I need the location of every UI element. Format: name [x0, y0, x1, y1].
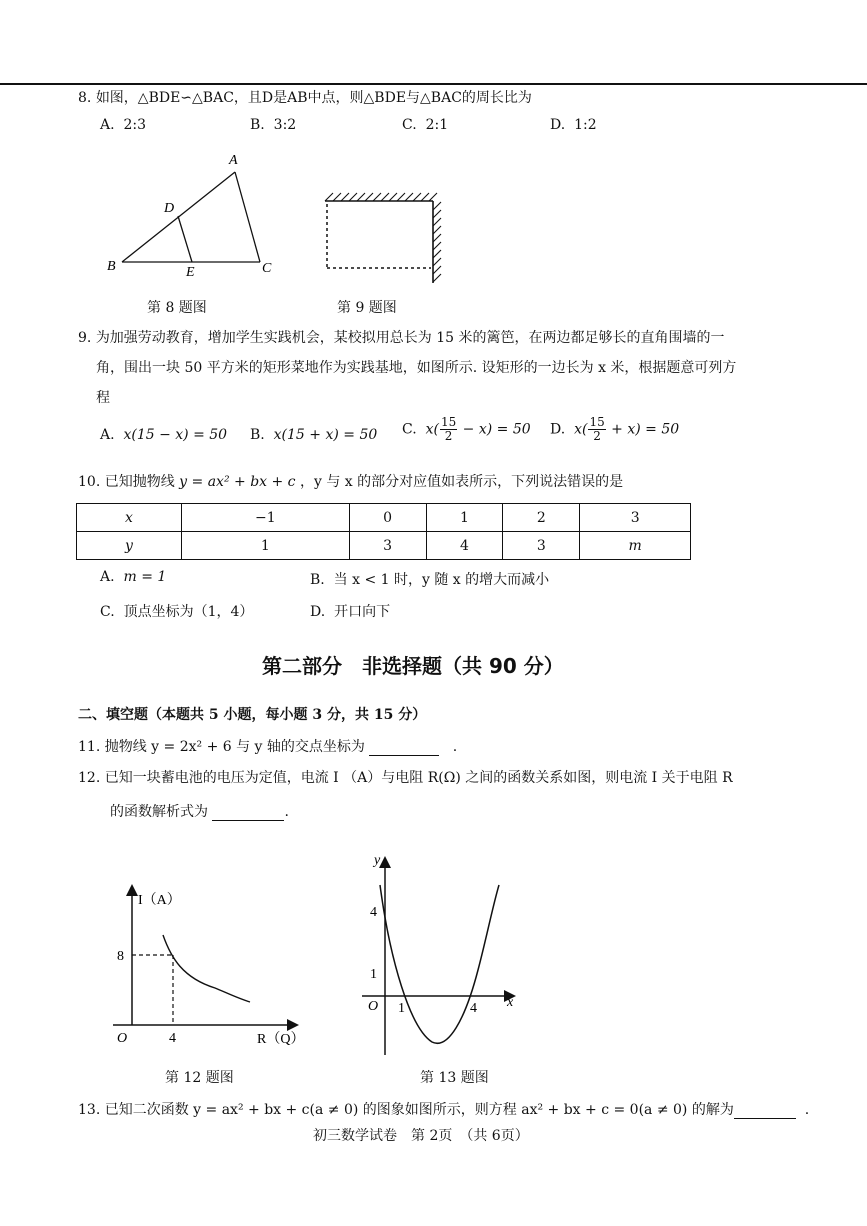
q9-option-d: D. x( $\frac{15}{2}$ + x) = 50: [550, 415, 680, 443]
q9-option-a: A. x(15 − x) = 50: [100, 427, 228, 443]
wall-hatch-top: [325, 193, 437, 201]
q8-triangle-figure: [100, 150, 290, 285]
label-b: B: [107, 259, 116, 274]
y-axis-label: y: [374, 853, 381, 868]
q8-stem: [78, 87, 532, 107]
table-cell: 3: [580, 504, 691, 532]
label-a: A: [229, 153, 238, 168]
x-axis-label: x: [507, 995, 514, 1010]
table-row-x: [77, 504, 691, 532]
q9-option-c: C. x( $\frac{15}{2}$ − x) = 50: [402, 415, 531, 443]
q13-answer-blank[interactable]: [734, 1106, 796, 1119]
y-tick-8: 8: [117, 949, 124, 964]
q8-option-d: D. 1:2: [550, 117, 597, 133]
origin-label: O: [117, 1031, 128, 1046]
q12-line2: 的函数解析式为 .: [110, 804, 289, 820]
y-tick-4: 4: [370, 905, 377, 920]
q12-caption: 第 12 题图: [165, 1070, 234, 1086]
table-cell: 3: [349, 532, 426, 560]
label-d: D: [164, 201, 175, 216]
top-rule: [0, 83, 867, 85]
wall-hatch-right: [433, 202, 441, 282]
q8-caption: 第 8 题图: [147, 300, 207, 316]
label-c: C: [262, 261, 272, 276]
table-cell: 0: [349, 504, 426, 532]
table-cell: −1: [182, 504, 350, 532]
q9-fence-figure: [305, 188, 455, 288]
table-cell: 2: [503, 504, 580, 532]
q9-caption: 第 9 题图: [337, 300, 397, 316]
q13-stem: 13. 已知二次函数 y = ax² + bx + c(a ≠ 0) 的图象如图所示，则方程 ax² + bx + c = 0(a ≠ 0) 的解为 .: [78, 1102, 810, 1118]
table-cell: m: [580, 532, 691, 560]
q10-option-a: A. m = 1: [100, 569, 167, 585]
q12-answer-blank[interactable]: [212, 808, 284, 821]
label-e: E: [186, 265, 195, 280]
hyperbola-curve: [163, 935, 250, 1002]
y-axis-label: I（A）: [138, 893, 181, 908]
table-cell: y: [77, 532, 182, 560]
table-cell: 1: [182, 532, 350, 560]
q10-option-b: B. 当 x < 1 时，y 随 x 的增大而减小: [310, 572, 550, 588]
q9-line1: 9. 为加强劳动教育，增加学生实践机会，某校拟用总长为 15 米的篱笆，在两边都足够长的直角围墙的一: [78, 330, 725, 346]
q9-line2: 角，围出一块 50 平方米的矩形菜地作为实践基地，如图所示. 设矩形的一边长为 x 米，根据题意可列方: [96, 360, 737, 376]
table-cell: x: [77, 504, 182, 532]
part2-title: 第二部分 非选择题（共 90 分）: [262, 654, 564, 678]
q8-number: 8.: [78, 90, 92, 106]
parabola-curve: [380, 885, 499, 1043]
q10-stem: 10. 已知抛物线 y = ax² + bx + c ，y 与 x 的部分对应值如表所示，下列说法错误的是: [78, 474, 624, 490]
q10-value-table: [76, 503, 691, 560]
page-footer: 初三数学试卷 第 2页 （共 6页）: [313, 1128, 529, 1144]
q8-option-a: A. 2:3: [100, 117, 146, 133]
q8-option-b: B. 3:2: [250, 117, 297, 133]
x-tick-4: 4: [169, 1031, 176, 1046]
q8-option-c: C. 2:1: [402, 117, 449, 133]
x-tick-1: 1: [398, 1001, 405, 1016]
table-cell: 3: [503, 532, 580, 560]
q13-caption: 第 13 题图: [420, 1070, 489, 1086]
x-axis-label: R（Q）: [257, 1032, 305, 1047]
table-cell: 4: [426, 532, 503, 560]
q11: 11. 抛物线 y = 2x² + 6 与 y 轴的交点坐标为 .: [78, 739, 458, 755]
q8-stem-text: 如图，△BDE∽△BAC，且D是AB中点，则△BDE与△BAC的周长比为: [95, 90, 532, 106]
x-tick-4: 4: [470, 1001, 477, 1016]
section2-title: 二、填空题（本题共 5 小题，每小题 3 分，共 15 分）: [78, 707, 427, 723]
q12-line1: 12. 已知一块蓄电池的电压为定值，电流 I （A）与电阻 R(Ω) 之间的函数关系如图，则电流 I 关于电阻 R: [78, 770, 733, 786]
q10-option-c: C. 顶点坐标为（1，4）: [100, 604, 254, 620]
q13-graph: [360, 850, 525, 1060]
q11-answer-blank[interactable]: [369, 743, 439, 756]
table-cell: 1: [426, 504, 503, 532]
table-row-y: [77, 532, 691, 560]
q10-option-d: D. 开口向下: [310, 604, 391, 620]
origin-label: O: [368, 999, 379, 1014]
q9-option-b: B. x(15 + x) = 50: [250, 427, 378, 443]
q9-line3: 程: [96, 390, 110, 406]
y-tick-1: 1: [370, 967, 377, 982]
q12-graph: [105, 880, 320, 1050]
